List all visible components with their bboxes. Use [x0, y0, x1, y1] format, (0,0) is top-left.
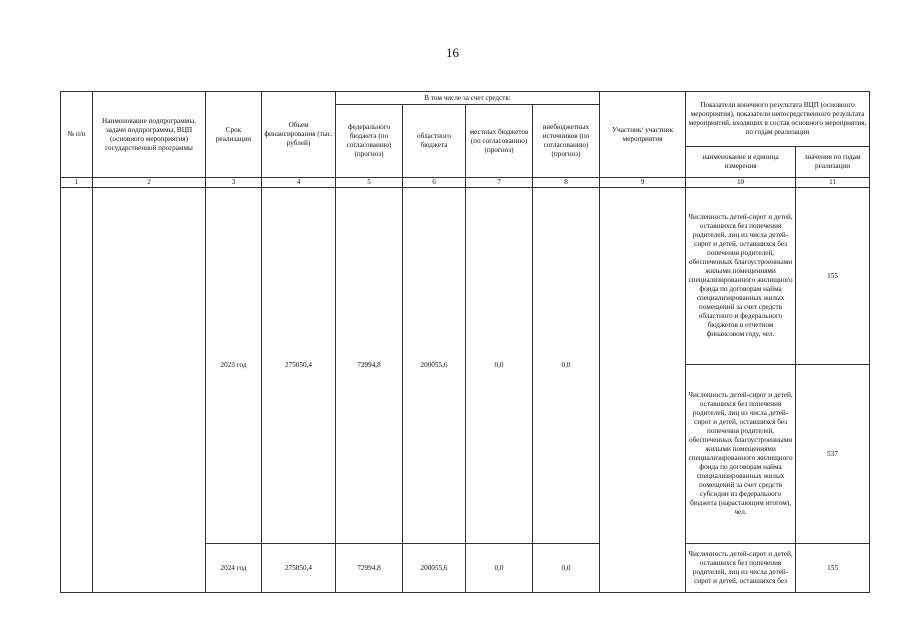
column-number: 2	[93, 178, 206, 188]
year-cell: 2024 год	[206, 544, 262, 593]
indicator-value-cell: 537	[796, 365, 870, 544]
indicator-value-cell: 155	[796, 188, 870, 365]
column-number: 4	[262, 178, 336, 188]
column-number: 8	[533, 178, 600, 188]
total-cell: 275050,4	[262, 544, 336, 593]
indicator-name-cell: Численность детей-сирот и детей, оставшихся без попечения родителей, лиц из числа детей-сирот и детей, оставшихся без попечения родителей, обеспеченных благоустроенными жилыми помещениями специализированного жилищного фонда по договорам найма специализированных жилых помещений за счет средств областного и федерального бюджетов в отчетном финансовом году, чел.	[686, 188, 796, 365]
row-name-cell	[93, 188, 206, 593]
column-number: 3	[206, 178, 262, 188]
total-cell: 275050,4	[262, 188, 336, 544]
column-number: 7	[466, 178, 533, 188]
header-volume: Объем финансирования (тыс. рублей)	[262, 92, 336, 178]
header-funds-group: В том числе за счет средств:	[336, 92, 600, 105]
local-cell: 0,0	[466, 188, 533, 544]
header-indicator-value: значения по годам реализации	[796, 147, 870, 178]
column-number: 1	[61, 178, 93, 188]
funding-table	[60, 91, 870, 593]
header-participant: Участник/ участник мероприятия	[600, 92, 686, 178]
participant-cell	[600, 188, 686, 593]
indicator-value-cell: 155	[796, 544, 870, 593]
header-term: Срок реализации	[206, 92, 262, 178]
column-number: 10	[686, 178, 796, 188]
regional-cell: 200055,6	[403, 544, 466, 593]
header-number: № п/п	[61, 92, 93, 178]
table-row	[61, 188, 870, 365]
header-offbudget: внебюджетных источников (по согласованию) (прогноз)	[533, 105, 600, 178]
header-local: местных бюджетов (по согласованию) (прогноз)	[466, 105, 533, 178]
year-cell: 2023 год	[206, 188, 262, 544]
page-number: 16	[446, 45, 459, 60]
header-federal: федерального бюджета (по согласованию) (прогноз)	[336, 105, 403, 178]
regional-cell: 200055,6	[403, 188, 466, 544]
indicator-name-cell: Численность детей-сирот и детей, оставшихся без попечения родителей, лиц из числа детей-сирот и детей, оставшихся без	[686, 544, 796, 593]
indicator-name-cell: Численность детей-сирот и детей, оставшихся без попечения родителей, лиц из числа детей-сирот и детей, оставшихся без попечения родителей, обеспеченных благоустроенными жилыми помещениями специализированного жилищного фонда по договорам найма специализированных жилых помещений за счет средств субсидии из федерального бюджета (нарастающим итогом), чел.	[686, 365, 796, 544]
header-indicators-group: Показатели конечного результата ВЦП (основного мероприятия), показатели непосредственного результата мероприятий, входящих в состав основного мероприятия, по годам реализации	[686, 92, 870, 147]
header-regional: областного бюджета	[403, 105, 466, 178]
column-number: 11	[796, 178, 870, 188]
offbudget-cell: 0,0	[533, 188, 600, 544]
federal-cell: 72994,8	[336, 188, 403, 544]
federal-cell: 72994,8	[336, 544, 403, 593]
column-number: 6	[403, 178, 466, 188]
column-number: 9	[600, 178, 686, 188]
column-number: 5	[336, 178, 403, 188]
offbudget-cell: 0,0	[533, 544, 600, 593]
header-indicator-name: наименование и единица измерения	[686, 147, 796, 178]
local-cell: 0,0	[466, 544, 533, 593]
header-name: Наименование подпрограммы, задачи подпрограммы, ВЦП (основного мероприятия) государственной программы	[93, 92, 206, 178]
row-number-cell	[61, 188, 93, 593]
